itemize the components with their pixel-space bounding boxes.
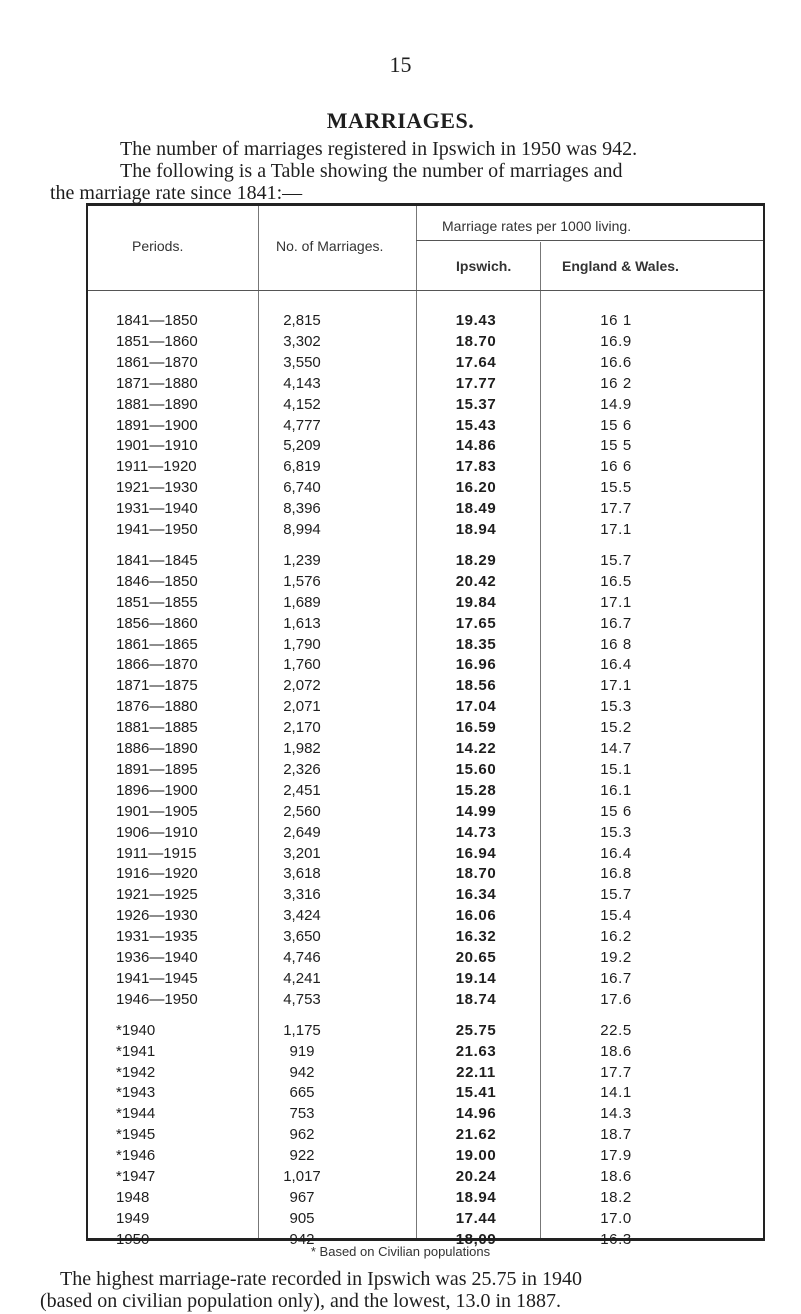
intro-line-3: the marriage rate since 1841:— [50, 182, 303, 204]
ipswich-rate-cell: 18.70 [455, 865, 497, 883]
england-wales-rate-cell: 16 8 [600, 635, 632, 653]
ipswich-rate-cell: 18.56 [455, 677, 497, 695]
header-ipswich: Ipswich. [456, 258, 512, 274]
england-wales-rate-cell: 15.3 [600, 698, 632, 716]
ipswich-rate-cell: 20.65 [455, 949, 497, 966]
england-wales-rate-cell: 16.4 [600, 656, 632, 674]
england-wales-rate-cell: 15.1 [600, 760, 632, 778]
period-cell: 1861—1870 [116, 353, 198, 371]
marriages-count-cell: 4,753 [283, 990, 321, 1008]
ipswich-rate-cell: 21.63 [455, 1042, 497, 1060]
table-row [88, 1063, 763, 1083]
section-heading: MARRIAGES. [326, 108, 475, 133]
marriages-count-cell: 1,175 [283, 1021, 321, 1039]
period-cell: 1901—1905 [116, 802, 198, 820]
marriages-count-cell: 3,650 [283, 928, 321, 946]
ipswich-rate-cell: 17.83 [455, 458, 497, 476]
intro-line-1: The number of marriages registered in Ipswich in 1950 was 942. [120, 138, 638, 160]
ipswich-rate-cell: 18.94 [455, 1188, 497, 1206]
marriages-count-cell: 4,241 [283, 969, 321, 987]
ipswich-rate-cell: 14.22 [455, 740, 497, 757]
table-row [88, 739, 763, 759]
england-wales-rate-cell: 16.4 [600, 844, 632, 862]
ipswich-rate-cell: 19.43 [455, 312, 497, 329]
table-row [88, 395, 763, 415]
ipswich-rate-cell: 17.44 [455, 1209, 497, 1227]
period-cell: 1949 [116, 1209, 150, 1227]
marriages-count-cell: 1,017 [283, 1168, 321, 1185]
period-cell: *1944 [116, 1105, 156, 1123]
england-wales-rate-cell: 14.1 [600, 1084, 632, 1102]
page-number: 15 [389, 52, 412, 77]
period-cell: 1931—1940 [116, 500, 198, 518]
ipswich-rate-cell: 14.99 [455, 802, 497, 820]
marriages-count-cell: 3,550 [283, 353, 321, 371]
england-wales-rate-cell: 17.1 [600, 521, 632, 538]
marriages-count-cell: 4,143 [283, 374, 321, 392]
ipswich-rate-cell: 14.73 [455, 823, 497, 841]
england-wales-rate-cell: 16.1 [600, 781, 632, 799]
marriages-count-cell: 6,740 [283, 479, 321, 497]
marriages-table [86, 203, 765, 1248]
marriages-count-cell: 2,326 [283, 760, 321, 778]
england-wales-rate-cell: 15.3 [600, 823, 632, 841]
period-cell: 1911—1915 [116, 844, 197, 862]
england-wales-rate-cell: 16 2 [600, 374, 632, 392]
period-cell: *1947 [116, 1168, 156, 1185]
marriages-count-cell: 1,239 [283, 551, 321, 569]
table-row [88, 499, 763, 519]
marriages-count-cell: 2,649 [283, 823, 321, 841]
marriages-count-cell: 3,618 [283, 865, 321, 883]
england-wales-rate-cell: 17.6 [600, 990, 632, 1008]
england-wales-rate-cell: 16.6 [600, 353, 632, 371]
period-cell: 1876—1880 [116, 698, 198, 716]
period-cell: 1896—1900 [116, 781, 198, 799]
period-cell: 1841—1845 [116, 551, 198, 569]
england-wales-rate-cell: 17.7 [600, 500, 632, 518]
marriages-count-cell: 1,982 [283, 740, 321, 757]
marriages-count-cell: 5,209 [283, 437, 321, 455]
marriages-count-cell: 942 [289, 1063, 315, 1081]
period-cell: 1941—1945 [116, 969, 198, 987]
england-wales-rate-cell: 16 1 [600, 312, 632, 329]
period-cell: 1946—1950 [116, 990, 198, 1008]
table-row [88, 948, 763, 968]
marriages-count-cell: 1,790 [283, 635, 321, 653]
ipswich-rate-cell: 16.34 [455, 886, 497, 904]
england-wales-rate-cell: 15 5 [600, 437, 632, 455]
period-cell: *1946 [116, 1147, 156, 1165]
england-wales-rate-cell: 16.9 [600, 332, 632, 350]
table-row [88, 374, 763, 394]
period-cell: *1943 [116, 1084, 156, 1102]
period-cell: 1891—1895 [116, 760, 198, 778]
ipswich-rate-cell: 16.59 [455, 719, 497, 737]
table-row [88, 1209, 763, 1229]
england-wales-rate-cell: 17.9 [600, 1147, 632, 1165]
table-row [88, 353, 763, 373]
period-cell: 1886—1890 [116, 740, 198, 757]
period-cell: 1948 [116, 1188, 150, 1206]
period-cell: 1881—1885 [116, 719, 198, 737]
england-wales-rate-cell: 15.5 [600, 479, 632, 497]
marriages-count-cell: 1,689 [283, 593, 321, 611]
period-cell: 1856—1860 [116, 614, 198, 632]
table-row [88, 332, 763, 352]
marriages-count-cell: 665 [289, 1084, 315, 1102]
england-wales-rate-cell: 15.7 [600, 551, 632, 569]
marriages-count-cell: 6,819 [283, 458, 321, 476]
england-wales-rate-cell: 18.2 [600, 1188, 632, 1206]
table-row [88, 478, 763, 498]
period-cell: 1846—1850 [116, 572, 198, 590]
ipswich-rate-cell: 19.84 [455, 593, 497, 611]
table-row [88, 844, 763, 864]
period-cell: 1861—1865 [116, 635, 198, 653]
marriages-count-cell: 922 [289, 1147, 315, 1165]
marriages-count-cell: 967 [289, 1188, 315, 1206]
period-cell: 1931—1935 [116, 928, 198, 946]
table-row [88, 1125, 763, 1145]
period-cell: 1921—1930 [116, 479, 198, 497]
ipswich-rate-cell: 14.96 [455, 1105, 497, 1123]
england-wales-rate-cell: 16.8 [600, 865, 632, 883]
marriages-count-cell: 1,576 [283, 572, 321, 590]
marriages-count-cell: 2,560 [283, 802, 321, 820]
england-wales-rate-cell: 16.7 [600, 614, 632, 632]
england-wales-rate-cell: 18.7 [600, 1126, 632, 1144]
period-cell: 1941—1950 [116, 521, 198, 538]
england-wales-rate-cell: 16.3 [600, 1230, 632, 1248]
table-row [88, 1021, 763, 1041]
ipswich-rate-cell: 18,09 [455, 1230, 497, 1248]
ipswich-rate-cell: 18.74 [455, 990, 497, 1008]
table-row [88, 1083, 763, 1103]
marriages-count-cell: 2,815 [283, 312, 321, 329]
header-rates-group: Marriage rates per 1000 living. [442, 218, 632, 234]
marriages-count-cell: 4,746 [283, 949, 321, 966]
table-row [88, 457, 763, 477]
period-cell: *1945 [116, 1126, 156, 1144]
period-cell: 1921—1925 [116, 886, 198, 904]
table-row [88, 416, 763, 436]
england-wales-rate-cell: 16.2 [600, 928, 632, 946]
england-wales-rate-cell: 18.6 [600, 1168, 632, 1185]
header-england-wales: England & Wales. [562, 258, 679, 274]
marriages-count-cell: 2,170 [283, 719, 321, 737]
england-wales-rate-cell: 14.3 [600, 1105, 632, 1123]
table-row [88, 436, 763, 456]
table-row [88, 676, 763, 696]
table-row [88, 520, 763, 540]
header-subdivider [416, 240, 763, 241]
table-row [88, 1042, 763, 1062]
table-row [88, 885, 763, 905]
ipswich-rate-cell: 22.11 [456, 1063, 496, 1081]
table-row [88, 655, 763, 675]
england-wales-rate-cell: 17.1 [600, 677, 632, 695]
period-cell: 1851—1855 [116, 593, 198, 611]
table-row [88, 311, 763, 331]
england-wales-rate-cell: 18.6 [600, 1042, 632, 1060]
ipswich-rate-cell: 18.29 [455, 551, 497, 569]
closing-line-1: The highest marriage-rate recorded in Ipswich was 25.75 in 1940 [60, 1268, 583, 1290]
england-wales-rate-cell: 19.2 [600, 949, 632, 966]
england-wales-rate-cell: 22.5 [600, 1021, 632, 1039]
marriages-count-cell: 3,424 [283, 907, 321, 925]
ipswich-rate-cell: 15.60 [455, 760, 497, 778]
table-row [88, 635, 763, 655]
table-row [88, 1188, 763, 1208]
period-cell: 1916—1920 [116, 865, 198, 883]
table-footnote: * Based on Civilian populations [310, 1244, 491, 1259]
period-cell: 1926—1930 [116, 907, 198, 925]
header-periods: Periods. [132, 238, 184, 254]
table-row [88, 864, 763, 884]
england-wales-rate-cell: 15.7 [600, 886, 632, 904]
table-row [88, 990, 763, 1010]
england-wales-rate-cell: 15.4 [600, 907, 632, 925]
period-cell: 1871—1880 [116, 374, 198, 392]
period-cell: 1936—1940 [116, 949, 198, 966]
table-row [88, 823, 763, 843]
ipswich-rate-cell: 18.35 [455, 635, 497, 653]
period-cell: 1950 [116, 1230, 150, 1248]
marriages-count-cell: 1,760 [283, 656, 321, 674]
table-row [88, 1104, 763, 1124]
period-cell: 1851—1860 [116, 332, 198, 350]
table-row [88, 1146, 763, 1166]
marriages-count-cell: 2,451 [283, 781, 321, 799]
marriages-count-cell: 3,201 [283, 844, 321, 862]
marriages-count-cell: 2,072 [283, 677, 321, 695]
ipswich-rate-cell: 16.94 [455, 844, 497, 862]
ipswich-rate-cell: 21.62 [455, 1126, 497, 1144]
ipswich-rate-cell: 19.00 [455, 1147, 497, 1165]
period-cell: 1871—1875 [116, 677, 198, 695]
marriages-count-cell: 3,316 [283, 886, 321, 904]
header-rule [88, 290, 763, 291]
ipswich-rate-cell: 25.75 [455, 1021, 497, 1039]
ipswich-rate-cell: 15.41 [455, 1084, 497, 1102]
marriages-count-cell: 919 [289, 1042, 315, 1060]
table-row [88, 906, 763, 926]
ipswich-rate-cell: 15.43 [455, 416, 497, 434]
table-row [88, 697, 763, 717]
table-row [88, 802, 763, 822]
period-cell: *1940 [116, 1021, 156, 1039]
table-row [88, 781, 763, 801]
period-cell: 1841—1850 [116, 312, 198, 329]
marriages-count-cell: 753 [289, 1105, 315, 1123]
table-row [88, 1167, 763, 1187]
england-wales-rate-cell: 17.7 [600, 1063, 632, 1081]
period-cell: 1881—1890 [116, 395, 198, 413]
marriages-count-cell: 942 [289, 1230, 315, 1248]
period-cell: 1911—1920 [116, 458, 197, 476]
period-cell: 1891—1900 [116, 416, 198, 434]
ipswich-rate-cell: 18.49 [455, 500, 497, 518]
ipswich-rate-cell: 16.32 [455, 928, 497, 946]
table-row [88, 551, 763, 571]
period-cell: 1901—1910 [116, 437, 198, 455]
marriages-count-cell: 962 [289, 1126, 315, 1144]
ipswich-rate-cell: 16.20 [455, 479, 497, 497]
table-row [88, 572, 763, 592]
england-wales-rate-cell: 15.2 [600, 719, 632, 737]
table-row [88, 614, 763, 634]
ipswich-rate-cell: 18.70 [455, 332, 497, 350]
table-row [88, 760, 763, 780]
ipswich-rate-cell: 17.64 [455, 353, 497, 371]
closing-line-2: (based on civilian population only), and the lowest, 13.0 in 1887. [40, 1290, 562, 1312]
ipswich-rate-cell: 20.24 [455, 1168, 497, 1185]
england-wales-rate-cell: 16.7 [600, 969, 632, 987]
marriages-count-cell: 1,613 [283, 614, 321, 632]
marriages-count-cell: 2,071 [283, 698, 321, 716]
marriages-count-cell: 8,994 [283, 521, 321, 538]
england-wales-rate-cell: 14.9 [600, 395, 632, 413]
ipswich-rate-cell: 16.06 [455, 907, 497, 925]
ipswich-rate-cell: 17.77 [455, 374, 497, 392]
england-wales-rate-cell: 17.1 [600, 593, 632, 611]
marriages-count-cell: 3,302 [283, 332, 321, 350]
england-wales-rate-cell: 16 6 [600, 458, 632, 476]
ipswich-rate-cell: 17.65 [455, 614, 497, 632]
england-wales-rate-cell: 16.5 [600, 572, 632, 590]
england-wales-rate-cell: 15 6 [600, 802, 632, 820]
ipswich-rate-cell: 18.94 [455, 521, 497, 538]
period-cell: *1941 [116, 1042, 156, 1060]
intro-line-2: The following is a Table showing the number of marriages and [120, 160, 623, 182]
ipswich-rate-cell: 16.96 [455, 656, 497, 674]
ipswich-rate-cell: 19.14 [455, 969, 497, 987]
ipswich-rate-cell: 14.86 [455, 437, 497, 455]
table-row [88, 969, 763, 989]
marriages-count-cell: 4,152 [283, 395, 321, 413]
ipswich-rate-cell: 20.42 [455, 572, 497, 590]
marriages-count-cell: 4,777 [283, 416, 321, 434]
table-row [88, 927, 763, 947]
ipswich-rate-cell: 15.28 [455, 781, 497, 799]
period-cell: *1942 [116, 1063, 156, 1081]
header-marriages: No. of Marriages. [276, 238, 384, 254]
england-wales-rate-cell: 15 6 [600, 416, 632, 434]
england-wales-rate-cell: 17.0 [600, 1209, 632, 1227]
marriages-count-cell: 8,396 [283, 500, 321, 518]
marriages-count-cell: 905 [289, 1209, 315, 1227]
table-row [88, 718, 763, 738]
england-wales-rate-cell: 14.7 [600, 740, 632, 757]
period-cell: 1906—1910 [116, 823, 198, 841]
table-row [88, 593, 763, 613]
ipswich-rate-cell: 15.37 [455, 395, 497, 413]
ipswich-rate-cell: 17.04 [455, 698, 497, 716]
period-cell: 1866—1870 [116, 656, 198, 674]
